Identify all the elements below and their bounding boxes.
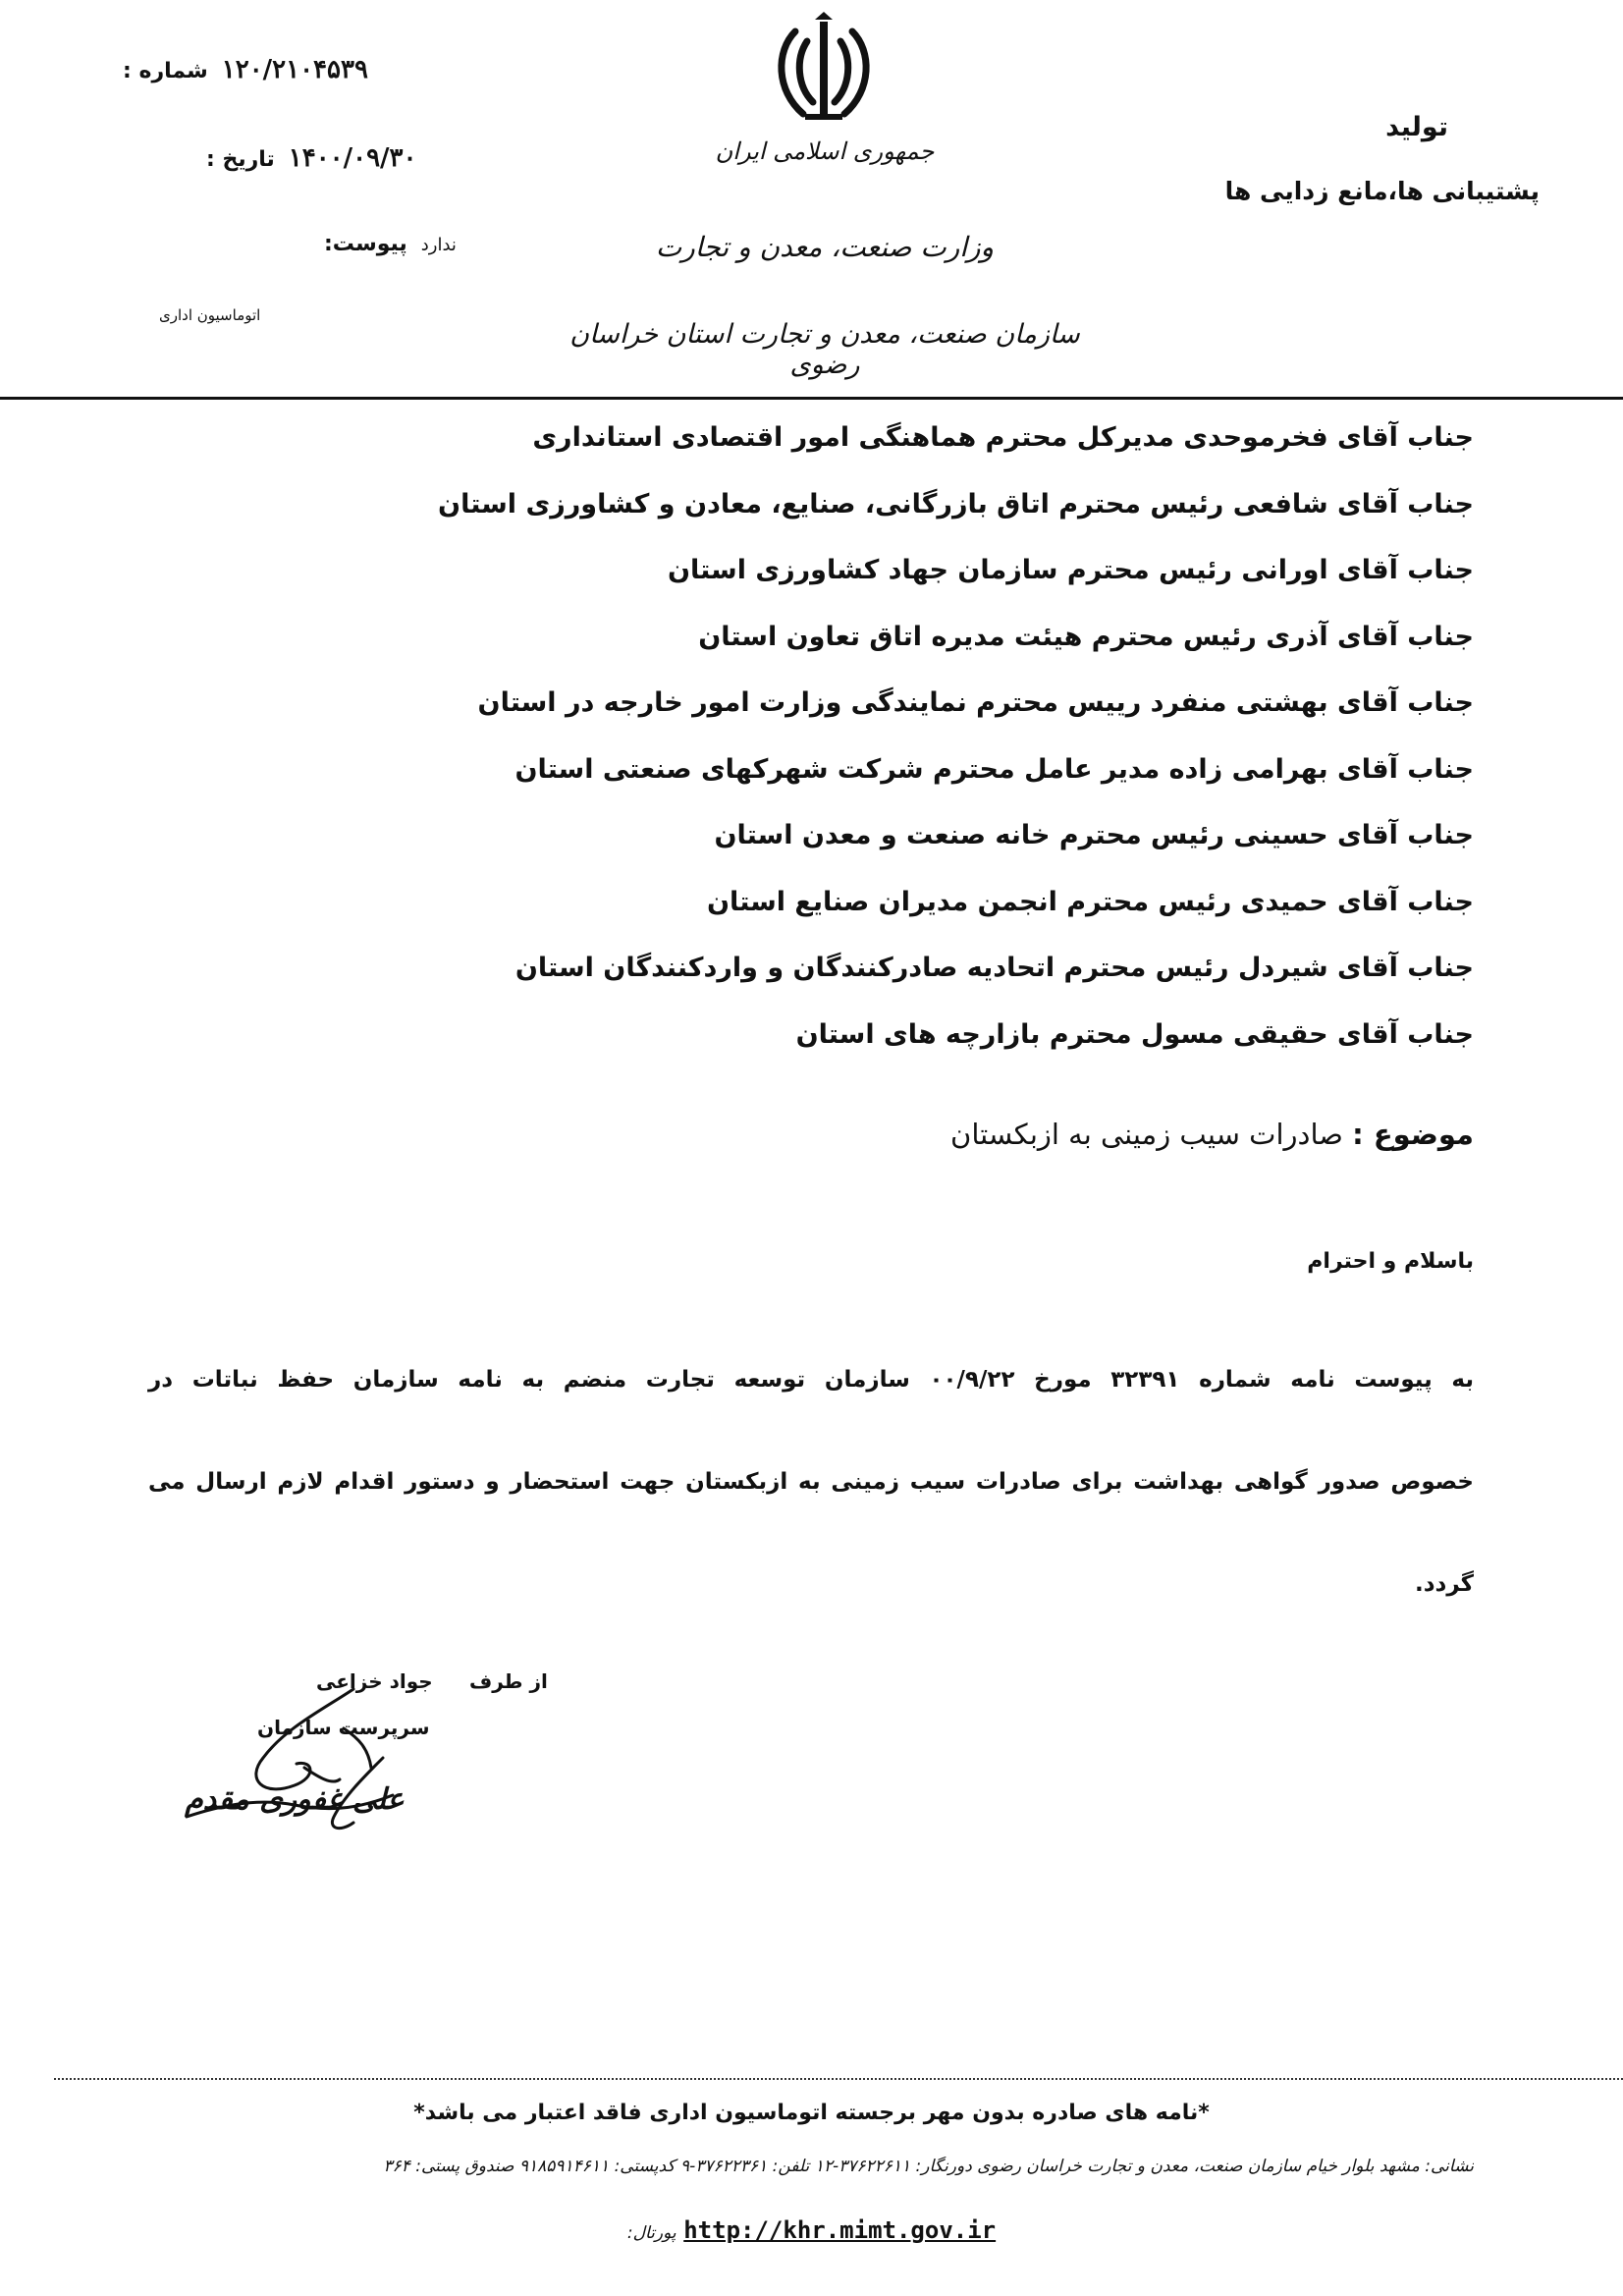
- letter-number-row: [123, 55, 368, 84]
- letter-attachment-value: ندارد: [420, 235, 457, 255]
- automation-note: اتوماسیون اداری: [159, 306, 261, 324]
- handwritten-signature-text: علی غفوری مقدم: [185, 1782, 405, 1817]
- letter-date-label: تاریخ :: [206, 147, 275, 172]
- greeting: باسلام و احترام: [1307, 1249, 1474, 1274]
- recipient-line: جناب آقای شیردل رئیس محترم اتحادیه صادرکنندگان و واردکنندگان استان: [514, 953, 1474, 983]
- letter-date-row: [206, 143, 416, 173]
- footer-website: [0, 2216, 1623, 2244]
- republic-title: جمهوری اسلامی ایران: [715, 137, 935, 165]
- footer-validity-note: *نامه های صادره بدون مهر برجسته اتوماسیون اداری فاقد اعتبار می باشد*: [413, 2101, 1210, 2125]
- header-divider: [0, 397, 1623, 400]
- recipient-line: جناب آقای حمیدی رئیس محترم انجمن مدیران صنایع استان: [707, 886, 1474, 917]
- recipient-line: جناب آقای اورانی رئیس محترم سازمان جهاد کشاورزی استان: [667, 555, 1474, 585]
- recipient-line: جناب آقای شافعی رئیس محترم اتاق بازرگانی، صنایع، معادن و کشاورزی استان: [438, 488, 1474, 519]
- cc-tag-production: تولید: [1385, 112, 1448, 142]
- letter-subject: [950, 1118, 1474, 1151]
- signature-on-behalf: از طرف: [469, 1669, 548, 1693]
- letter-number-label: شماره :: [123, 59, 208, 83]
- body-line-2: خصوص صدور گواهی بهداشت برای صادرات سیب زمینی به ازبکستان جهت استحضار و دستور اقدام لازم ارسال می: [148, 1469, 1474, 1495]
- recipient-line: جناب آقای حقیقی مسول محترم بازارچه های استان: [795, 1018, 1474, 1050]
- recipient-line: جناب آقای آذری رئیس محترم هیئت مدیره اتاق تعاون استان: [698, 621, 1474, 652]
- signature-title: سرپرست سازمان: [257, 1716, 430, 1739]
- recipient-line: جناب آقای بهرامی زاده مدیر عامل محترم شرکت شهرکهای صنعتی استان: [514, 753, 1474, 785]
- subject-text: صادرات سیب زمینی به ازبکستان: [950, 1118, 1343, 1151]
- letter-attachment-row: [324, 232, 457, 256]
- handwritten-signature-icon: [147, 1669, 422, 1856]
- recipient-line: جناب آقای فخرموحدی مدیرکل محترم هماهنگی امور اقتصادی استانداری: [532, 422, 1474, 453]
- footer-website-link[interactable]: http://khr.mimt.gov.ir: [683, 2216, 997, 2244]
- letter-date-value: ۱۴۰۰/۰۹/۳۰: [288, 143, 417, 173]
- recipient-line: جناب آقای حسینی رئیس محترم خانه صنعت و معدن استان: [714, 820, 1474, 850]
- letter-number-value: ۱۲۰/۲۱۰۴۵۳۹: [221, 55, 368, 84]
- recipient-list: [296, 410, 1474, 1073]
- footer-divider: [54, 2078, 1623, 2080]
- body-line-1: به پیوست نامه شماره ۳۲۳۹۱ مورخ ۰۰/۹/۲۲ سازمان توسعه تجارت منضم به نامه سازمان حفظ نباتات در: [148, 1367, 1474, 1393]
- footer-website-label: پورتال:: [626, 2223, 676, 2243]
- recipient-line: جناب آقای بهشتی منفرد رییس محترم نمایندگی وزارت امور خارجه در استان: [477, 687, 1474, 718]
- body-line-3: گردد.: [1414, 1571, 1474, 1597]
- organization-title: سازمان صنعت، معدن و تجارت استان خراسان رضوی: [569, 319, 1080, 380]
- ministry-title: وزارت صنعت، معدن و تجارت: [655, 231, 995, 263]
- letter-attachment-label: پیوست:: [324, 232, 407, 256]
- subject-label: موضوع :: [1352, 1118, 1474, 1151]
- cc-tag-support: پشتیبانی ها،مانع زدایی ها: [1224, 177, 1540, 205]
- footer-address: نشانی: مشهد بلوار خیام سازمان صنعت، معدن و تجارت خراسان رضوی دورنگار: ۳۷۶۲۲۶۱۱-۱۲ تلفن: ۳۷۶۲۲۳۶۱-۹ کدپستی: ۹۱۸۵۹۱۴۶۱۱ صندوق پستی: ۳۶۴: [383, 2157, 1474, 2176]
- iran-emblem-icon: [770, 12, 878, 130]
- signature-name: جواد خزاعی: [316, 1669, 433, 1693]
